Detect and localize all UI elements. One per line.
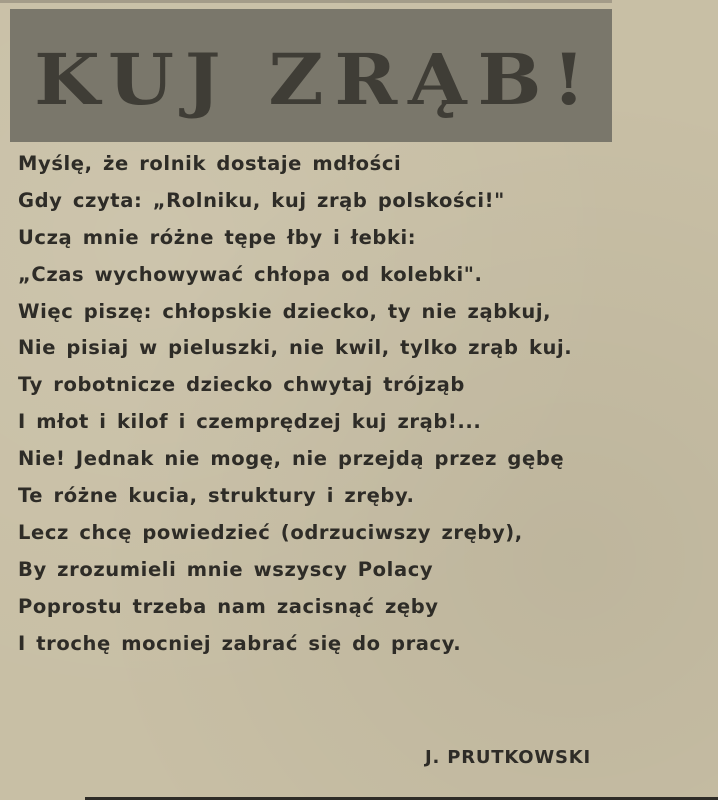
poem-body: [18, 146, 698, 662]
poem-line: Nie pisiaj w pieluszki, nie kwil, tylko zrąb kuj.: [18, 336, 573, 360]
poem-line: I młot i kilof i czemprędzej kuj zrąb!...: [18, 410, 482, 434]
poem-line: Lecz chcę powiedzieć (odrzuciwszy zręby),: [18, 520, 523, 544]
title-banner: [10, 9, 612, 142]
poem-line: By zrozumieli mnie wszyscy Polacy: [18, 557, 434, 581]
poem-line: Gdy czyta: „Rolniku, kuj zrąb polskości!": [18, 188, 505, 212]
poem-line: Te różne kucia, struktury i zręby.: [18, 484, 415, 508]
poem-line: Poprostu trzeba nam zacisnąć zęby: [18, 594, 439, 618]
poem-line: Myślę, że rolnik dostaje mdłości: [18, 152, 402, 175]
top-divider: [0, 0, 612, 3]
poem-line: Nie! Jednak nie mogę, nie przejdą przez gębę: [18, 447, 565, 471]
poem-line: Uczą mnie różne tępe łby i łebki:: [18, 225, 417, 249]
author-signature: J. PRUTKOWSKI: [425, 747, 592, 768]
poem-line: Ty robotnicze dziecko chwytaj trójząb: [18, 373, 465, 397]
poem-line: Więc piszę: chłopskie dziecko, ty nie ząbkuj,: [18, 299, 552, 323]
poem-title: KUJ ZRĄB!: [33, 38, 596, 121]
poem-line: I trochę mocniej zabrać się do pracy.: [18, 631, 462, 655]
poem-line: „Czas wychowywać chłopa od kolebki".: [18, 262, 483, 286]
